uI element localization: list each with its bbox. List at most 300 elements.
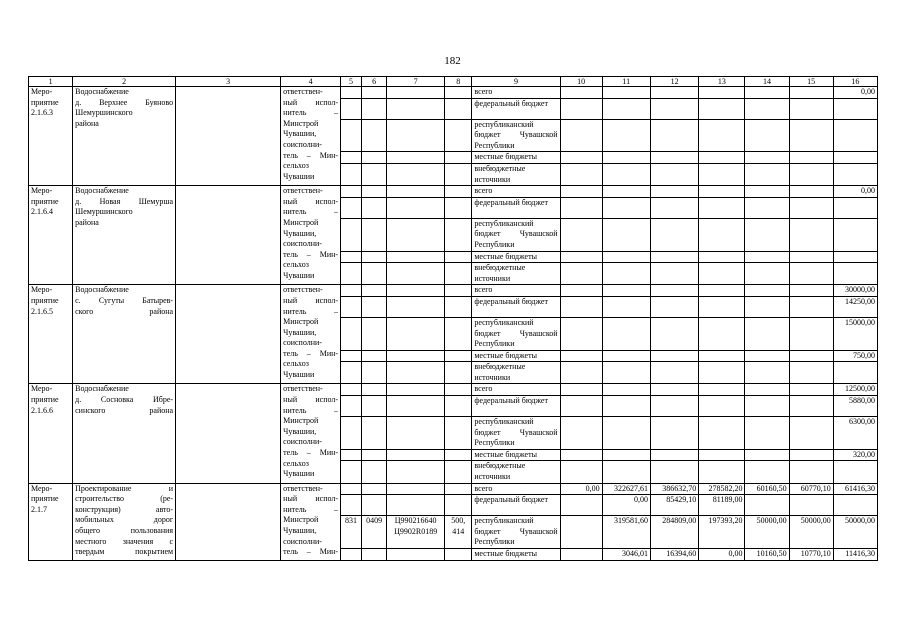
value-col-15	[789, 296, 833, 317]
code-5-cell	[341, 296, 362, 317]
value-col-13	[699, 417, 745, 450]
cell-line: Меро-	[31, 186, 53, 196]
value-col-14	[745, 152, 789, 164]
value-col-14	[745, 251, 789, 263]
value-col-15	[789, 87, 833, 99]
value-col-14	[745, 197, 789, 218]
measure-name-cell	[73, 384, 176, 483]
value-col-12: 284809,00	[650, 516, 698, 549]
column-header-4: 4	[281, 77, 341, 87]
value-col-13	[699, 296, 745, 317]
cell-line: Чувашии,	[283, 526, 317, 535]
measure-name-cell	[73, 87, 176, 186]
value-col-16: 750,00	[833, 350, 877, 362]
cell-line: района	[75, 217, 99, 227]
cell-line: соисполни-	[283, 338, 322, 348]
value-col-10	[560, 495, 602, 516]
code-7-cell	[387, 119, 445, 152]
code-6-cell	[362, 461, 387, 483]
code-8-cell	[445, 495, 472, 516]
value-col-14	[745, 285, 789, 297]
column-header-15: 15	[789, 77, 833, 87]
code-8-cell	[445, 449, 472, 461]
value-col-12	[650, 152, 698, 164]
code-8-cell	[445, 384, 472, 396]
value-col-12	[650, 197, 698, 218]
cell-line: ответствен-	[283, 87, 323, 96]
cell-line: приятие	[31, 395, 59, 405]
value-col-12	[650, 362, 698, 384]
value-col-12: 85429,10	[650, 495, 698, 516]
cell-line: твердым покрытием	[75, 547, 174, 557]
code-5-cell	[341, 98, 362, 119]
value-col-10	[560, 263, 602, 285]
code-8-cell	[445, 549, 472, 561]
value-col-15	[789, 152, 833, 164]
value-col-13	[699, 449, 745, 461]
value-col-16	[833, 461, 877, 483]
cell-line: общего пользования	[75, 526, 174, 535]
executor-cell	[281, 483, 341, 560]
value-col-10	[560, 449, 602, 461]
value-col-11	[602, 396, 650, 417]
cell-line: 2.1.6.3	[31, 108, 53, 118]
value-col-16	[833, 163, 877, 185]
value-col-11: 3046,01	[602, 549, 650, 561]
cell-line: нитель –	[283, 207, 339, 217]
code-7-cell	[387, 350, 445, 362]
code-7-cell	[387, 98, 445, 119]
cell-line: нитель –	[283, 306, 339, 316]
code-5-cell: 831	[341, 516, 362, 549]
cell-line: Шемуршинского	[75, 108, 133, 118]
executor-cell	[281, 87, 341, 186]
code-8-cell	[445, 163, 472, 185]
value-col-12	[650, 384, 698, 396]
code-7-cell	[387, 285, 445, 297]
code-8-cell	[445, 516, 472, 549]
value-col-14	[745, 495, 789, 516]
value-col-12	[650, 186, 698, 198]
cell-line: тель – Мин-	[283, 448, 339, 458]
value-col-11: 0,00	[602, 495, 650, 516]
measure-id-cell	[29, 285, 73, 384]
code-5-cell	[341, 263, 362, 285]
measure-id-cell	[29, 186, 73, 285]
value-col-16	[833, 98, 877, 119]
funding-source-cell: республиканский бюджет Чувашской Республики	[472, 119, 560, 152]
code-6-cell	[362, 152, 387, 164]
value-col-10	[560, 163, 602, 185]
code-6-cell	[362, 87, 387, 99]
value-col-11	[602, 350, 650, 362]
code-5-cell	[341, 495, 362, 516]
value-col-16	[833, 197, 877, 218]
value-col-14: 60160,50	[745, 483, 789, 495]
code-6-cell	[362, 449, 387, 461]
code-7-cell	[387, 218, 445, 251]
value-col-13	[699, 350, 745, 362]
code-8-cell	[445, 396, 472, 417]
code-6-cell	[362, 197, 387, 218]
cell-line: д. Верхнее Буяново	[75, 97, 174, 107]
funding-source-cell: внебюджетные источники	[472, 461, 560, 483]
value-col-13	[699, 263, 745, 285]
code-5-cell	[341, 119, 362, 152]
value-col-16	[833, 152, 877, 164]
cell-line: 2.1.6.4	[31, 207, 53, 217]
value-col-15	[789, 350, 833, 362]
value-col-16: 320,00	[833, 449, 877, 461]
value-col-12	[650, 87, 698, 99]
value-col-15	[789, 197, 833, 218]
code-5-cell	[341, 417, 362, 450]
value-col-13	[699, 461, 745, 483]
code-7-cell	[387, 449, 445, 461]
code-5-cell	[341, 251, 362, 263]
value-col-11	[602, 461, 650, 483]
cell-line: приятие	[31, 196, 59, 206]
code-6-cell	[362, 317, 387, 350]
value-col-15	[789, 186, 833, 198]
cell-line: ского района	[75, 306, 174, 316]
cell-line: мобильных дорог	[75, 515, 174, 525]
cell-line: тель – Мин-	[283, 249, 339, 259]
value-col-11	[602, 263, 650, 285]
code-8-cell	[445, 362, 472, 384]
code-5-cell	[341, 152, 362, 164]
value-col-10	[560, 417, 602, 450]
value-col-12	[650, 285, 698, 297]
value-col-14	[745, 263, 789, 285]
column-header-3: 3	[176, 77, 281, 87]
code-7-cell	[387, 461, 445, 483]
cell-line: Ц9902R0189	[394, 526, 438, 536]
funding-source-cell: федеральный бюджет	[472, 98, 560, 119]
funding-source-cell: местные бюджеты	[472, 152, 560, 164]
value-col-10	[560, 251, 602, 263]
funding-source-cell: республиканский бюджет Чувашской Республики	[472, 417, 560, 450]
code-7-cell	[387, 263, 445, 285]
code-8-cell	[445, 350, 472, 362]
value-col-10	[560, 119, 602, 152]
header-row	[29, 77, 878, 87]
column-header-7: 7	[387, 77, 445, 87]
value-col-15	[789, 263, 833, 285]
code-6-cell	[362, 285, 387, 297]
code-6-cell	[362, 350, 387, 362]
measure-id-cell	[29, 87, 73, 186]
value-col-15	[789, 317, 833, 350]
value-col-16	[833, 251, 877, 263]
value-col-13	[699, 119, 745, 152]
column-header-5: 5	[341, 77, 362, 87]
value-col-11	[602, 87, 650, 99]
code-5-cell	[341, 384, 362, 396]
value-col-11	[602, 197, 650, 218]
code-5-cell	[341, 449, 362, 461]
cell-line: Меро-	[31, 87, 53, 96]
value-col-16	[833, 119, 877, 152]
code-8-cell	[445, 296, 472, 317]
value-col-14	[745, 119, 789, 152]
value-col-11	[602, 119, 650, 152]
column-3-cell	[176, 87, 281, 186]
value-col-16	[833, 263, 877, 285]
value-col-13	[699, 362, 745, 384]
funding-source-cell: местные бюджеты	[472, 251, 560, 263]
code-7-cell	[387, 384, 445, 396]
code-7-cell	[387, 87, 445, 99]
code-7-cell	[387, 152, 445, 164]
code-5-cell	[341, 549, 362, 561]
funding-source-cell: внебюджетные источники	[472, 163, 560, 185]
column-header-11: 11	[602, 77, 650, 87]
code-8-cell	[445, 461, 472, 483]
cell-line: Минстрой	[283, 317, 319, 327]
value-col-13	[699, 285, 745, 297]
value-col-11: 322627,61	[602, 483, 650, 495]
value-col-15: 60770,10	[789, 483, 833, 495]
value-col-12	[650, 449, 698, 461]
value-col-13	[699, 152, 745, 164]
code-7-cell	[387, 483, 445, 495]
funding-source-cell: местные бюджеты	[472, 350, 560, 362]
value-col-14: 50000,00	[745, 516, 789, 549]
value-col-10	[560, 396, 602, 417]
code-5-cell	[341, 197, 362, 218]
value-col-11	[602, 285, 650, 297]
cell-line: 414	[452, 526, 465, 536]
value-col-12	[650, 317, 698, 350]
code-5-cell	[341, 218, 362, 251]
value-col-11	[602, 163, 650, 185]
column-3-cell	[176, 186, 281, 285]
code-7-cell	[387, 317, 445, 350]
value-col-14	[745, 384, 789, 396]
table-row	[29, 285, 878, 297]
code-6-cell: 0409	[362, 516, 387, 549]
value-col-11	[602, 296, 650, 317]
cell-line: Минстрой	[283, 217, 319, 227]
executor-cell	[281, 384, 341, 483]
cell-line: Водоснабжение	[75, 384, 129, 394]
cell-line: Меро-	[31, 285, 53, 295]
code-6-cell	[362, 296, 387, 317]
value-col-14	[745, 317, 789, 350]
value-col-13	[699, 87, 745, 99]
cell-line: соисполни-	[283, 437, 322, 447]
cell-line: Водоснабжение	[75, 87, 129, 96]
value-col-16: 14250,00	[833, 296, 877, 317]
value-col-13	[699, 197, 745, 218]
value-col-10	[560, 350, 602, 362]
funding-source-cell: всего	[472, 384, 560, 396]
code-7-cell	[387, 495, 445, 516]
table-row	[29, 186, 878, 198]
value-col-16	[833, 362, 877, 384]
value-col-11	[602, 362, 650, 384]
value-col-10: 0,00	[560, 483, 602, 495]
measure-id-cell	[29, 384, 73, 483]
code-6-cell	[362, 483, 387, 495]
cell-line: Водоснабжение	[75, 285, 129, 295]
code-8-cell	[445, 152, 472, 164]
value-col-15	[789, 449, 833, 461]
cell-line: тель – Мин-	[283, 150, 339, 160]
measure-name-cell	[73, 285, 176, 384]
funding-source-cell: внебюджетные источники	[472, 263, 560, 285]
column-header-16: 16	[833, 77, 877, 87]
cell-line: ответствен-	[283, 384, 323, 394]
code-6-cell	[362, 218, 387, 251]
value-col-13	[699, 218, 745, 251]
value-col-15	[789, 218, 833, 251]
code-8-cell	[445, 417, 472, 450]
value-col-12	[650, 350, 698, 362]
value-col-15	[789, 396, 833, 417]
value-col-10	[560, 197, 602, 218]
cell-line: д. Новая Шемурша	[75, 196, 174, 206]
value-col-16: 15000,00	[833, 317, 877, 350]
code-7-cell	[387, 197, 445, 218]
funding-source-cell: всего	[472, 285, 560, 297]
value-col-13: 0,00	[699, 549, 745, 561]
cell-line: 2.1.6.6	[31, 405, 53, 415]
value-col-10	[560, 186, 602, 198]
code-7-cell	[387, 186, 445, 198]
cell-line: ответствен-	[283, 285, 323, 295]
value-col-15	[789, 461, 833, 483]
column-header-13: 13	[699, 77, 745, 87]
cell-line: соисполни-	[283, 239, 322, 249]
value-col-14	[745, 417, 789, 450]
code-8-cell	[445, 263, 472, 285]
value-col-10	[560, 296, 602, 317]
code-8-cell	[445, 483, 472, 495]
cell-line: соисполни-	[283, 536, 322, 546]
cell-line: синского района	[75, 405, 174, 415]
cell-line: Минстрой	[283, 118, 319, 128]
value-col-10	[560, 218, 602, 251]
value-col-10	[560, 152, 602, 164]
value-col-11	[602, 186, 650, 198]
cell-line: местного значения с	[75, 536, 174, 546]
cell-line: сельхоз	[283, 359, 309, 369]
value-col-12	[650, 218, 698, 251]
code-5-cell	[341, 461, 362, 483]
value-col-11: 319581,60	[602, 516, 650, 549]
value-col-16: 5880,00	[833, 396, 877, 417]
code-5-cell	[341, 317, 362, 350]
value-col-16: 0,00	[833, 186, 877, 198]
value-col-15	[789, 495, 833, 516]
value-col-11	[602, 449, 650, 461]
code-5-cell	[341, 396, 362, 417]
code-5-cell	[341, 483, 362, 495]
value-col-12: 386632,70	[650, 483, 698, 495]
cell-line: Чувашии,	[283, 129, 317, 139]
value-col-11	[602, 218, 650, 251]
value-col-11	[602, 251, 650, 263]
value-col-14	[745, 296, 789, 317]
cell-line: Водоснабжение	[75, 186, 129, 196]
code-8-cell	[445, 251, 472, 263]
cell-line: нитель –	[283, 405, 339, 415]
value-col-12	[650, 396, 698, 417]
value-col-13	[699, 384, 745, 396]
code-8-cell	[445, 197, 472, 218]
column-header-8: 8	[445, 77, 472, 87]
value-col-13	[699, 317, 745, 350]
value-col-10	[560, 516, 602, 549]
cell-line: ный испол-	[283, 295, 339, 305]
cell-line: ный испол-	[283, 196, 339, 206]
column-header-2: 2	[73, 77, 176, 87]
value-col-13: 81189,00	[699, 495, 745, 516]
code-6-cell	[362, 417, 387, 450]
code-6-cell	[362, 384, 387, 396]
code-8-cell	[445, 218, 472, 251]
cell-line: конструкция) авто-	[75, 504, 174, 514]
value-col-12	[650, 461, 698, 483]
measure-id-cell	[29, 483, 73, 560]
value-col-14	[745, 350, 789, 362]
value-col-11	[602, 384, 650, 396]
value-col-10	[560, 285, 602, 297]
funding-source-cell: федеральный бюджет	[472, 495, 560, 516]
value-col-13: 278582,20	[699, 483, 745, 495]
value-col-10	[560, 362, 602, 384]
value-col-14	[745, 186, 789, 198]
code-8-cell	[445, 87, 472, 99]
code-6-cell	[362, 362, 387, 384]
value-col-13	[699, 396, 745, 417]
cell-line: Чувашии	[283, 270, 315, 280]
cell-line: ный испол-	[283, 97, 339, 107]
page-number: 182	[444, 55, 461, 67]
cell-line: Чувашии	[283, 370, 315, 380]
funding-source-cell: федеральный бюджет	[472, 197, 560, 218]
cell-line: Минстрой	[283, 515, 319, 525]
cell-line: 500,	[451, 516, 466, 526]
cell-line: Меро-	[31, 483, 53, 493]
measure-name-cell	[73, 186, 176, 285]
cell-line: сельхоз	[283, 161, 309, 171]
cell-line: соисполни-	[283, 139, 322, 149]
value-col-16: 30000,00	[833, 285, 877, 297]
code-6-cell	[362, 186, 387, 198]
value-col-14	[745, 449, 789, 461]
value-col-15	[789, 119, 833, 152]
cell-line: тель – Мин-	[283, 348, 339, 358]
cell-line: с. Сугуты Батырев-	[75, 295, 174, 305]
table-row	[29, 87, 878, 99]
value-col-12	[650, 263, 698, 285]
value-col-10	[560, 87, 602, 99]
funding-source-cell: республиканский бюджет Чувашской Республики	[472, 516, 560, 549]
code-8-cell	[445, 119, 472, 152]
value-col-16	[833, 218, 877, 251]
column-3-cell	[176, 384, 281, 483]
value-col-13	[699, 98, 745, 119]
cell-line: ный испол-	[283, 395, 339, 405]
column-header-10: 10	[560, 77, 602, 87]
cell-line: нитель –	[283, 108, 339, 118]
funding-source-cell: местные бюджеты	[472, 549, 560, 561]
value-col-14	[745, 163, 789, 185]
cell-line: нитель –	[283, 504, 339, 514]
